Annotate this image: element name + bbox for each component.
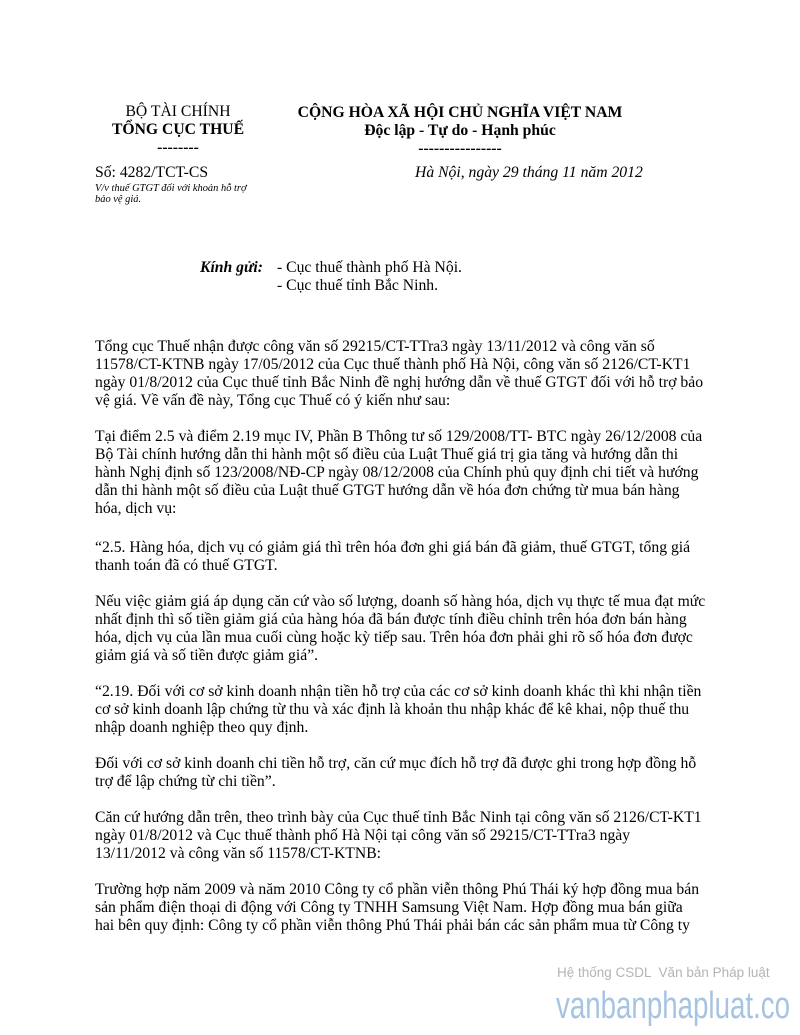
national-title-block bbox=[280, 104, 640, 158]
recipient-item: - Cục thuế tỉnh Bắc Ninh. bbox=[277, 277, 439, 294]
document-number: Số: 4282/TCT-CS bbox=[95, 164, 209, 181]
body-line: Nếu việc giảm giá áp dụng căn cứ vào số lượng, doanh số hàng hóa, dịch vụ thực tế mua đạt mức bbox=[95, 593, 706, 610]
department-name: TỔNG CỤC THUẾ bbox=[111, 121, 245, 138]
paragraph-6 bbox=[95, 755, 735, 791]
body-line: hai bên quy định: Công ty cổ phần viễn thông Phú Thái phải bán các sản phẩm mua từ Công ty bbox=[95, 917, 690, 934]
body-line: cơ sở kinh doanh lập chứng từ thu và xác định là khoản thu nhập khác để kê khai, nộp thuế thu bbox=[95, 701, 690, 718]
body-line: nhập doanh nghiệp theo quy định. bbox=[95, 719, 309, 736]
body-line: Tại điểm 2.5 và điểm 2.19 mục IV, Phần B Thông tư số 129/2008/TT- BTC ngày 26/12/2008 của bbox=[95, 428, 703, 445]
body-line: nhất định thì số tiền giảm giá của hàng hóa đã bán được tính điều chỉnh trên hóa đơn bán hàng bbox=[95, 611, 687, 628]
body-line: ngày 01/8/2012 và Cục thuế thành phố Hà Nội tại công văn số 29215/CT-TTra3 ngày bbox=[95, 827, 631, 844]
body-line: “2.5. Hàng hóa, dịch vụ có giảm giá thì trên hóa đơn ghi giá bán đã giảm, thuế GTGT, tổng giá bbox=[95, 539, 691, 556]
subject-line: V/v thuế GTGT đối với khoản hỗ trợ bbox=[95, 182, 247, 194]
body-line: giảm giá và số tiền được giảm giá”. bbox=[95, 647, 319, 664]
body-line: 13/11/2012 và công văn số 11578/CT-KTNB: bbox=[95, 845, 381, 862]
body-line: thanh toán đã có thuế GTGT. bbox=[95, 557, 278, 574]
body-line: Căn cứ hướng dẫn trên, theo trình bày của Cục thuế tỉnh Bắc Ninh tại công văn số 2126/CT-KT1 bbox=[95, 809, 702, 826]
body-line: Bộ Tài chính hướng dẫn thi hành một số điều của Luật Thuế giá trị gia tăng và hướng dẫn thi bbox=[95, 446, 679, 463]
body-line: sản phẩm điện thoại di động với Công ty TNHH Samsung Việt Nam. Hợp đồng mua bán giữa bbox=[95, 899, 683, 916]
body-line: dẫn thi hành một số điều của Luật thuế GTGT hướng dẫn về hóa đơn chứng từ mua bán hàng bbox=[95, 482, 680, 499]
paragraph-1 bbox=[95, 338, 735, 410]
document-subject bbox=[95, 183, 247, 205]
motto-divider: ---------------- bbox=[418, 140, 502, 157]
body-line: Trường hợp năm 2009 và năm 2010 Công ty cổ phần viễn thông Phú Thái ký hợp đồng mua bán bbox=[95, 881, 700, 898]
body-line: vệ giá. Về vấn đề này, Tổng cục Thuế có ý kiến như sau: bbox=[95, 392, 451, 409]
watermark-site-name bbox=[554, 984, 796, 1032]
place-and-date: Hà Nội, ngày 29 tháng 11 năm 2012 bbox=[415, 164, 643, 181]
body-line: hành Nghị định số 123/2008/NĐ-CP ngày 08/12/2008 của Chính phủ quy định chi tiết và hướng bbox=[95, 464, 699, 481]
recipient-item: - Cục thuế thành phố Hà Nội. bbox=[277, 259, 462, 276]
body-line: Đối với cơ sở kinh doanh chi tiền hỗ trợ, căn cứ mục đích hỗ trợ đã được ghi trong hợp đồng hỗ bbox=[95, 755, 697, 772]
national-motto: Độc lập - Tự do - Hạnh phúc bbox=[364, 122, 556, 139]
body-line: trợ để lập chứng từ chi tiền”. bbox=[95, 773, 276, 790]
body-line: 11578/CT-KTNB ngày 17/05/2012 của Cục thuế thành phố Hà Nội, công văn số 2126/CT-KT1 bbox=[95, 356, 691, 373]
nation-name: CỘNG HÒA XÃ HỘI CHỦ NGHĨA VIỆT NAM bbox=[297, 104, 623, 121]
recipients-list bbox=[277, 259, 462, 295]
watermark-site-text: vanbanphapluat.co bbox=[556, 985, 790, 1027]
recipients-label: Kính gửi: bbox=[200, 259, 263, 276]
watermark-caption: Hệ thống CSDL Văn bản Pháp luật bbox=[557, 965, 770, 980]
body-line: “2.19. Đối với cơ sở kinh doanh nhận tiền hỗ trợ của các cơ sở kinh doanh khác thì khi nhận tiền bbox=[95, 683, 702, 700]
body-line: Tổng cục Thuế nhận được công văn số 29215/CT-TTra3 ngày 13/11/2012 và công văn số bbox=[95, 338, 655, 355]
body-line: hóa, dịch vụ của lần mua cuối cùng hoặc kỳ tiếp sau. Trên hóa đơn phải ghi rõ số hóa đơn được bbox=[95, 629, 693, 646]
ministry-name: BỘ TÀI CHÍNH bbox=[125, 103, 231, 120]
paragraph-4 bbox=[95, 593, 735, 665]
agency-divider: -------- bbox=[157, 139, 199, 156]
paragraph-8 bbox=[95, 881, 735, 935]
body-line: ngày 01/8/2012 của Cục thuế tỉnh Bắc Ninh đề nghị hướng dẫn về thuế GTGT đối với hỗ trợ bảo bbox=[95, 374, 704, 391]
paragraph-2 bbox=[95, 428, 735, 518]
issuing-agency-block bbox=[78, 103, 278, 157]
paragraph-3 bbox=[95, 539, 735, 575]
body-line: hóa, dịch vụ: bbox=[95, 500, 177, 517]
paragraph-5 bbox=[95, 683, 735, 737]
subject-line: bảo vệ giá. bbox=[95, 193, 142, 205]
paragraph-7 bbox=[95, 809, 735, 863]
